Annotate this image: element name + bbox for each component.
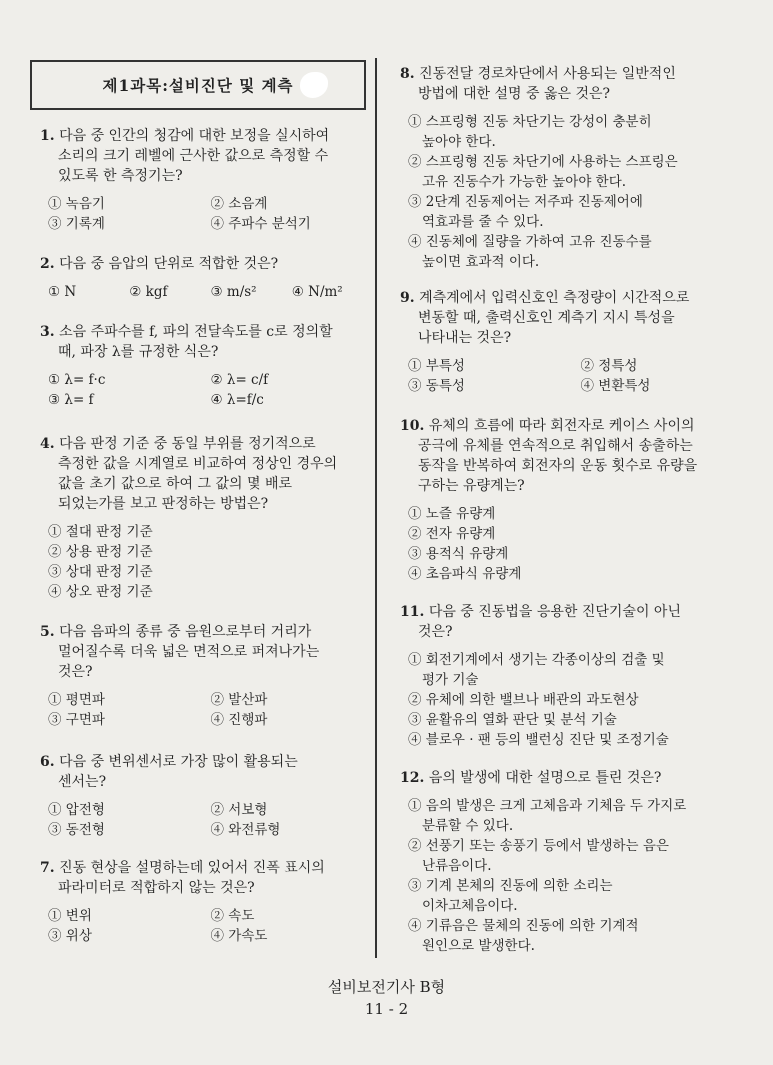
subject-title: 제1과목:설비진단 및 계측 <box>102 76 294 95</box>
option-2: ② 전자 유량계 <box>408 526 496 542</box>
option-1: ① 스프링형 진동 차단기는 강성이 충분히 높아야 한다. <box>408 114 652 150</box>
option-3: ③ m/s² <box>210 284 257 300</box>
question-number: 9. <box>400 290 415 306</box>
question-stem: 다음 중 변위센서로 가장 많이 활용되는 센서는? <box>58 754 298 790</box>
option-1: ① 회전기계에서 생기는 각종이상의 검출 및 평가 기술 <box>408 652 665 688</box>
option-1: ① 변위 <box>48 908 92 924</box>
option-3: ③ 용적식 유량계 <box>408 546 509 562</box>
option-2: ② 상용 판정 기준 <box>48 544 153 560</box>
question-stem: 소음 주파수를 f, 파의 전달속도를 c로 정의할 때, 파장 λ를 규정한 식은? <box>58 324 333 360</box>
option-3: ③ 구면파 <box>48 712 105 728</box>
question-number: 2. <box>40 256 55 272</box>
option-3: ③ 2단계 진동제어는 저주파 진동제어에 역효과를 줄 수 있다. <box>408 194 643 230</box>
question-stem: 계측계에서 입력신호인 측정량이 시간적으로 변동할 때, 출력신호인 계측기 지시 특성을 나타내는 것은? <box>418 290 690 346</box>
question-4 <box>40 434 365 602</box>
question-2 <box>40 254 365 302</box>
question-stem: 유체의 흐름에 따라 회전자로 케이스 사이의 공극에 유체를 연속적으로 취입해서 송출하는 동작을 반복하여 회전자의 운동 횟수로 유량을 구하는 유량계는? <box>418 418 698 494</box>
question-6 <box>40 752 365 840</box>
question-1 <box>40 126 365 234</box>
option-4: ④ 가속도 <box>210 928 268 944</box>
option-2: ② 발산파 <box>210 692 268 708</box>
question-stem: 진동 현상을 설명하는데 있어서 진폭 표시의 파라미터로 적합하지 않는 것은? <box>58 860 325 896</box>
option-1: ① 녹음기 <box>48 196 105 212</box>
question-number: 6. <box>40 754 55 770</box>
question-5 <box>40 622 365 730</box>
question-number: 11. <box>400 604 425 620</box>
question-number: 12. <box>400 770 425 786</box>
option-2: ② 속도 <box>210 908 255 924</box>
question-stem: 다음 음파의 종류 중 음원으로부터 거리가 멀어질수록 더욱 넓은 면적으로 퍼져나가는 것은? <box>58 624 320 680</box>
question-number: 8. <box>400 66 415 82</box>
question-stem: 음의 발생에 대한 설명으로 틀린 것은? <box>428 770 662 786</box>
option-2: ② 선풍기 또는 송풍기 등에서 발생하는 음은 난류음이다. <box>408 838 669 874</box>
option-2: ② 스프링형 진동 차단기에 사용하는 스프링은 고유 진동수가 가능한 높아야 한다. <box>408 154 678 190</box>
question-number: 7. <box>40 860 55 876</box>
option-1: ① 음의 발생은 크게 고체음과 기체음 두 가지로 분류할 수 있다. <box>408 798 687 834</box>
question-stem: 다음 중 인간의 청감에 대한 보정을 실시하여 소리의 크기 레벨에 근사한 값으로 측정할 수 있도록 한 측정기는? <box>58 128 330 184</box>
option-3: ③ 상대 판정 기준 <box>48 564 153 580</box>
option-2: ② 소음계 <box>210 196 268 212</box>
question-number: 3. <box>40 324 55 340</box>
option-4: ④ 진동체에 질량을 가하여 고유 진동수를 높이면 효과적 이다. <box>408 234 652 270</box>
option-2: ② kgf <box>129 284 168 300</box>
question-number: 4. <box>40 436 55 452</box>
option-1: ① 부특성 <box>408 358 465 374</box>
question-stem: 다음 판정 기준 중 동일 부위를 정기적으로 측정한 값을 시계열로 비교하여 정상인 경우의 값을 초기 값으로 하여 그 값의 몇 배로 되었는가를 보고 판정하는 방법은? <box>58 436 338 512</box>
option-3: ③ 동특성 <box>408 378 465 394</box>
question-7 <box>40 858 365 946</box>
question-stem: 진동전달 경로차단에서 사용되는 일반적인 방법에 대한 설명 중 옳은 것은? <box>418 66 676 102</box>
option-4: ④ 기류음은 물체의 진동에 의한 기계적 원인으로 발생한다. <box>408 918 639 954</box>
option-3: ③ 위상 <box>48 928 92 944</box>
option-4: ④ 초음파식 유량계 <box>408 566 522 582</box>
option-1: ① λ= f·c <box>48 372 106 388</box>
option-4: ④ 주파수 분석기 <box>210 216 311 232</box>
option-4: ④ 상오 판정 기준 <box>48 584 153 600</box>
option-3: ③ 동전형 <box>48 822 105 838</box>
question-3 <box>40 322 365 410</box>
option-2: ② 유체에 의한 밸브나 배관의 과도현상 <box>408 692 639 708</box>
question-number: 10. <box>400 418 425 434</box>
footer-page-number: 11 - 2 <box>364 1000 409 1018</box>
option-1: ① 절대 판정 기준 <box>48 524 153 540</box>
option-4: ④ 블로우 · 팬 등의 밸런싱 진단 및 조정기술 <box>408 732 669 748</box>
option-1: ① 노즐 유량계 <box>408 506 496 522</box>
option-3: ③ 기록계 <box>48 216 105 232</box>
option-3: ③ 기계 본체의 진동에 의한 소리는 이차고체음이다. <box>408 878 613 914</box>
column-divider <box>375 58 377 958</box>
question-stem: 다음 중 음압의 단위로 적합한 것은? <box>59 256 279 272</box>
question-10 <box>400 416 745 584</box>
option-4: ④ 진행파 <box>210 712 268 728</box>
option-1: ① 압전형 <box>48 802 105 818</box>
option-4: ④ 와전류형 <box>210 822 281 838</box>
option-1: ① N <box>48 284 77 300</box>
option-2: ② 서보형 <box>210 802 268 818</box>
question-12 <box>400 768 745 956</box>
question-number: 5. <box>40 624 55 640</box>
option-2: ② 정특성 <box>580 358 638 374</box>
question-stem: 다음 중 진동법을 응용한 진단기술이 아닌 것은? <box>418 604 681 640</box>
question-11 <box>400 602 745 750</box>
question-8 <box>400 64 745 272</box>
option-3: ③ λ= f <box>48 392 94 408</box>
question-number: 1. <box>40 128 55 144</box>
option-4: ④ 변환특성 <box>580 378 651 394</box>
option-4: ④ N/m² <box>291 284 343 300</box>
option-2: ② λ= c/f <box>210 372 269 388</box>
option-3: ③ 윤활유의 열화 판단 및 분석 기술 <box>408 712 617 728</box>
question-9 <box>400 288 745 396</box>
option-1: ① 평면파 <box>48 692 105 708</box>
footer-exam-title: 설비보전기사 B형 <box>327 978 446 996</box>
option-4: ④ λ=f/c <box>210 392 264 408</box>
